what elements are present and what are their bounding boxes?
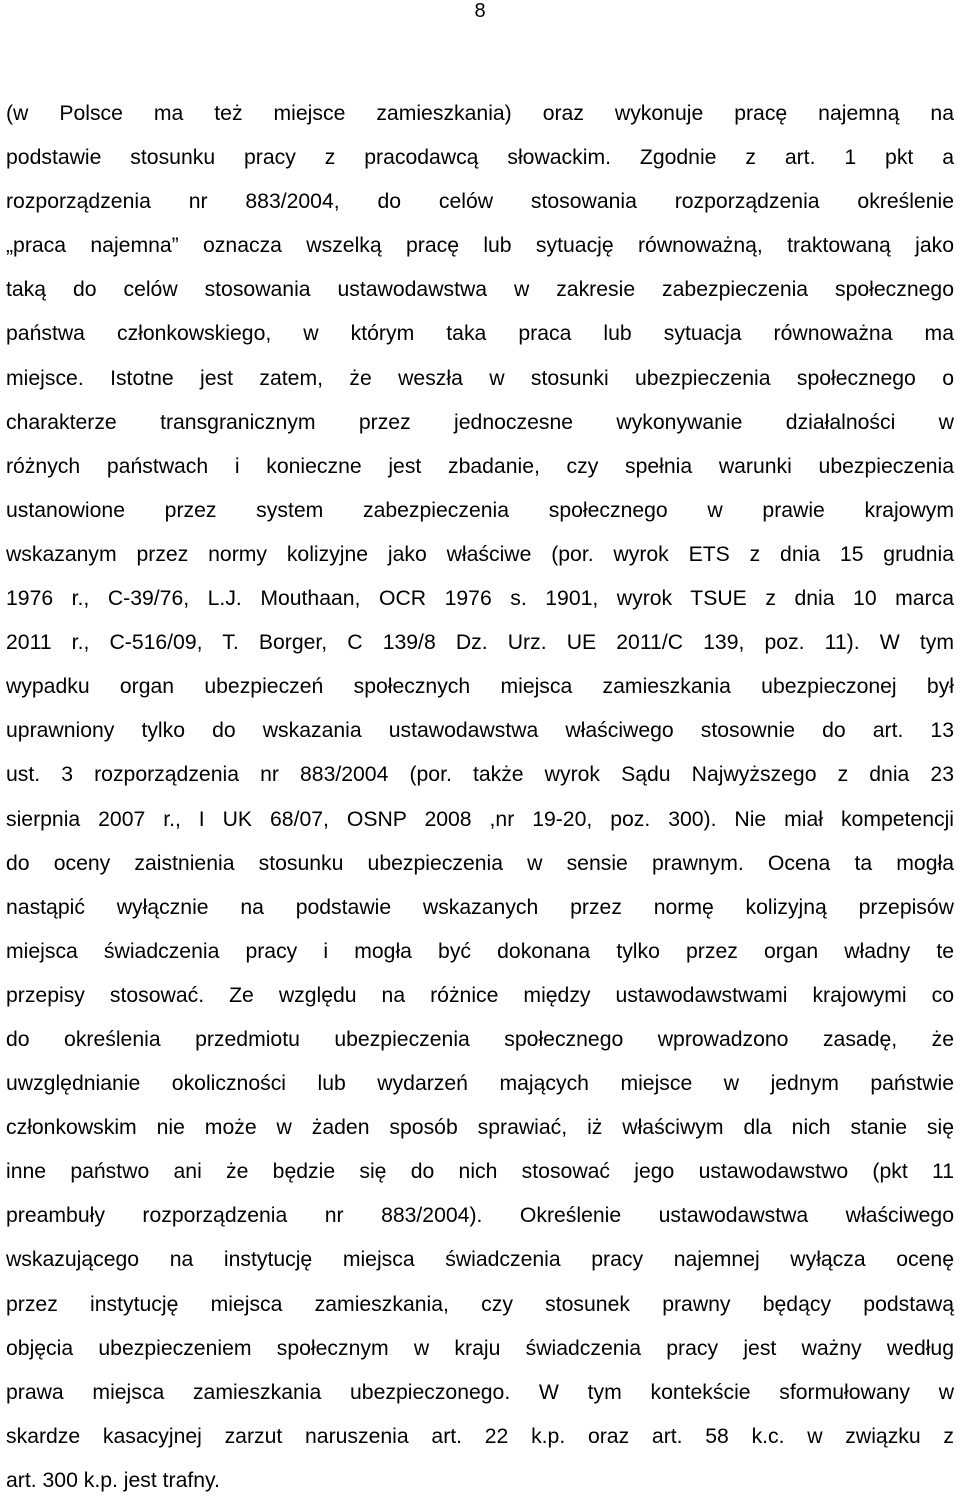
text-line: miejsca świadczenia pracy i mogła być dokonana tylko przez organ władny te [6, 939, 954, 963]
text-line: przepisy stosować. Ze względu na różnice między ustawodawstwami krajowymi co [6, 983, 954, 1007]
text-line: przez instytucję miejsca zamieszkania, czy stosunek prawny będący podstawą [6, 1292, 954, 1316]
text-line: 1976 r., C-39/76, L.J. Mouthaan, OCR 1976 s. 1901, wyrok TSUE z dnia 10 marca [6, 587, 954, 611]
text-line: wskazanym przez normy kolizyjne jako właściwe (por. wyrok ETS z dnia 15 grudnia [6, 542, 954, 566]
text-line: (w Polsce ma też miejsce zamieszkania) oraz wykonuje pracę najemną na [6, 102, 954, 125]
text-line: do określenia przedmiotu ubezpieczenia społecznego wprowadzono zasadę, że [6, 1027, 954, 1051]
text-line: inne państwo ani że będzie się do nich stosować jego ustawodawstwo (pkt 11 [6, 1160, 954, 1184]
text-line: sierpnia 2007 r., I UK 68/07, OSNP 2008 ,nr 19-20, poz. 300). Nie miał kompetencji [6, 807, 954, 831]
text-line: państwa członkowskiego, w którym taka praca lub sytuacja równoważna ma [6, 322, 954, 346]
text-line: charakterze transgranicznym przez jednoczesne wykonywanie działalności w [6, 410, 954, 434]
text-line: skardze kasacyjnej zarzut naruszenia art. 22 k.p. oraz art. 58 k.c. w związku z [6, 1424, 954, 1448]
text-line: „praca najemna” oznacza wszelką pracę lub sytuację równoważną, traktowaną jako [6, 234, 954, 258]
page-number: 8 [474, 0, 486, 22]
text-line: uprawniony tylko do wskazania ustawodawstwa właściwego stosownie do art. 13 [6, 719, 954, 743]
text-line: różnych państwach i konieczne jest zbadanie, czy spełnia warunki ubezpieczenia [6, 454, 954, 478]
text-line: miejsce. Istotne jest zatem, że weszła w stosunki ubezpieczenia społecznego o [6, 366, 954, 390]
text-line: objęcia ubezpieczeniem społecznym w kraju świadczenia pracy jest ważny według [6, 1336, 954, 1360]
text-line: taką do celów stosowania ustawodawstwa w zakresie zabezpieczenia społecznego [6, 278, 954, 302]
text-line: członkowskim nie może w żaden sposób sprawiać, iż właściwym dla nich stanie się [6, 1116, 954, 1140]
text-line: ustanowione przez system zabezpieczenia społecznego w prawie krajowym [6, 498, 954, 522]
text-line: wskazującego na instytucję miejsca świadczenia pracy najemnej wyłącza ocenę [6, 1248, 954, 1272]
text-line: prawa miejsca zamieszkania ubezpieczonego. W tym kontekście sformułowany w [6, 1380, 954, 1404]
body-paragraph [6, 92, 954, 1503]
text-line: preambuły rozporządzenia nr 883/2004). Określenie ustawodawstwa właściwego [6, 1204, 954, 1228]
text-line: rozporządzenia nr 883/2004, do celów stosowania rozporządzenia określenie [6, 190, 954, 214]
text-line: do oceny zaistnienia stosunku ubezpieczenia w sensie prawnym. Ocena ta mogła [6, 851, 954, 875]
text-line: ust. 3 rozporządzenia nr 883/2004 (por. także wyrok Sądu Najwyższego z dnia 23 [6, 763, 954, 787]
text-line: podstawie stosunku pracy z pracodawcą słowackim. Zgodnie z art. 1 pkt a [6, 146, 954, 170]
text-line: art. 300 k.p. jest trafny. [6, 1468, 220, 1492]
text-line: uwzględnianie okoliczności lub wydarzeń mających miejsce w jednym państwie [6, 1072, 954, 1096]
text-line: 2011 r., C-516/09, T. Borger, C 139/8 Dz. Urz. UE 2011/C 139, poz. 11). W tym [6, 631, 954, 655]
text-line: nastąpić wyłącznie na podstawie wskazanych przez normę kolizyjną przepisów [6, 895, 954, 919]
text-line: wypadku organ ubezpieczeń społecznych miejsca zamieszkania ubezpieczonej był [6, 675, 954, 699]
